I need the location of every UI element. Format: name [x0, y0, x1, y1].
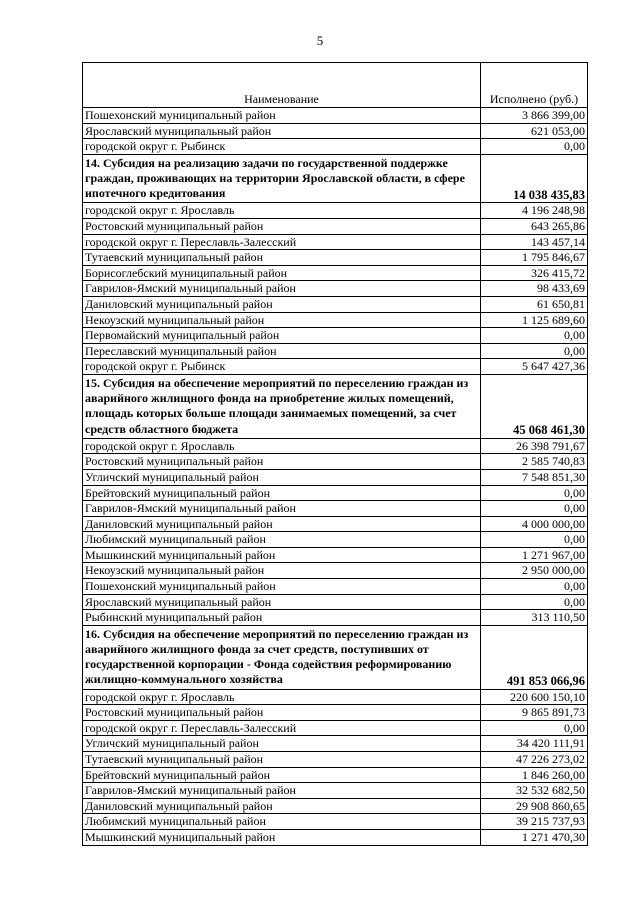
row-value: 2 585 740,83: [481, 454, 588, 470]
budget-table: [82, 62, 588, 846]
header-name: Наименование: [83, 63, 481, 108]
row-value: 1 271 967,00: [481, 547, 588, 563]
row-value: 4 000 000,00: [481, 516, 588, 532]
section-total: 491 853 066,96: [481, 625, 588, 689]
row-name: Пошехонский муниципальный район: [83, 108, 481, 124]
row-value: 0,00: [481, 485, 588, 501]
row-value: 39 215 737,93: [481, 814, 588, 830]
table-row: [83, 234, 588, 250]
header-value: Исполнено (руб.): [481, 63, 588, 108]
row-value: 0,00: [481, 532, 588, 548]
table-row: [83, 689, 588, 705]
table-row: [83, 139, 588, 155]
row-name: Ярославский муниципальный район: [83, 123, 481, 139]
row-value: 1 795 846,67: [481, 250, 588, 266]
row-value: 7 548 851,30: [481, 469, 588, 485]
section-total: 45 068 461,30: [481, 374, 588, 438]
row-name: городской округ г. Переславль-Залесский: [83, 234, 481, 250]
row-value: 0,00: [481, 594, 588, 610]
table-row: [83, 610, 588, 626]
row-name: Ярославский муниципальный район: [83, 594, 481, 610]
table-row: [83, 814, 588, 830]
row-value: 0,00: [481, 501, 588, 517]
table-row: [83, 720, 588, 736]
row-value: 0,00: [481, 139, 588, 155]
table-row: [83, 108, 588, 124]
row-name: Ростовский муниципальный район: [83, 454, 481, 470]
section-total: 14 038 435,83: [481, 154, 588, 203]
row-name: Любимский муниципальный район: [83, 532, 481, 548]
section-title: 15. Субсидия на обеспечение мероприятий по переселению граждан из аварийного жилищного фонда на приобретение жилых помещений, площадь которых больше площади занимаемых помещений, за счет средств областного бюджета: [83, 374, 481, 438]
row-value: 29 908 860,65: [481, 798, 588, 814]
row-name: Даниловский муниципальный район: [83, 798, 481, 814]
row-name: городской округ г. Переславль-Залесский: [83, 720, 481, 736]
table-header-row: [83, 63, 588, 108]
table-row: [83, 798, 588, 814]
row-value: 220 600 150,10: [481, 689, 588, 705]
table-row: [83, 516, 588, 532]
row-value: 621 053,00: [481, 123, 588, 139]
table-row: [83, 281, 588, 297]
section-row: [83, 374, 588, 438]
row-name: Переславский муниципальный район: [83, 343, 481, 359]
row-value: 4 196 248,98: [481, 203, 588, 219]
row-name: Гаврилов-Ямский муниципальный район: [83, 501, 481, 517]
row-name: Первомайский муниципальный район: [83, 328, 481, 344]
row-name: Ростовский муниципальный район: [83, 705, 481, 721]
row-name: Даниловский муниципальный район: [83, 516, 481, 532]
row-name: городской округ г. Ярославль: [83, 203, 481, 219]
row-value: 313 110,50: [481, 610, 588, 626]
row-name: Борисоглебский муниципальный район: [83, 265, 481, 281]
row-value: 47 226 273,02: [481, 752, 588, 768]
row-value: 0,00: [481, 579, 588, 595]
table-body: [83, 108, 588, 846]
row-name: Тутаевский муниципальный район: [83, 250, 481, 266]
row-name: Брейтовский муниципальный район: [83, 485, 481, 501]
table-row: [83, 532, 588, 548]
table-row: [83, 783, 588, 799]
row-name: городской округ г. Ярославль: [83, 438, 481, 454]
row-value: 1 125 689,60: [481, 312, 588, 328]
table-row: [83, 343, 588, 359]
section-title: 16. Субсидия на обеспечение мероприятий по переселению граждан из аварийного жилищного фонда за счет средств, поступивших от государственной корпорации - Фонда содействия реформированию жилищно-коммунального хозяйства: [83, 625, 481, 689]
table-row: [83, 438, 588, 454]
row-value: 143 457,14: [481, 234, 588, 250]
table-row: [83, 485, 588, 501]
row-name: Брейтовский муниципальный район: [83, 767, 481, 783]
row-value: 9 865 891,73: [481, 705, 588, 721]
table-row: [83, 767, 588, 783]
table-row: [83, 705, 588, 721]
table-row: [83, 312, 588, 328]
table-row: [83, 359, 588, 375]
section-title: 14. Субсидия на реализацию задачи по государственной поддержке граждан, проживающих на территории Ярославской области, в сфере ипотечного кредитования: [83, 154, 481, 203]
section-row: [83, 154, 588, 203]
row-value: 26 398 791,67: [481, 438, 588, 454]
row-value: 98 433,69: [481, 281, 588, 297]
row-name: Рыбинский муниципальный район: [83, 610, 481, 626]
row-name: Гаврилов-Ямский муниципальный район: [83, 281, 481, 297]
row-value: 0,00: [481, 343, 588, 359]
row-value: 34 420 111,91: [481, 736, 588, 752]
row-name: Пошехонский муниципальный район: [83, 579, 481, 595]
row-name: Даниловский муниципальный район: [83, 296, 481, 312]
row-name: Угличский муниципальный район: [83, 736, 481, 752]
row-name: городской округ г. Ярославль: [83, 689, 481, 705]
row-name: Мышкинский муниципальный район: [83, 547, 481, 563]
row-name: Ростовский муниципальный район: [83, 218, 481, 234]
row-value: 0,00: [481, 720, 588, 736]
row-value: 1 271 470,30: [481, 830, 588, 846]
table-row: [83, 296, 588, 312]
row-name: Угличский муниципальный район: [83, 469, 481, 485]
table-row: [83, 250, 588, 266]
row-name: городской округ г. Рыбинск: [83, 359, 481, 375]
row-name: Тутаевский муниципальный район: [83, 752, 481, 768]
table-row: [83, 203, 588, 219]
table-row: [83, 547, 588, 563]
table-row: [83, 579, 588, 595]
row-value: 5 647 427,36: [481, 359, 588, 375]
table-row: [83, 328, 588, 344]
table-row: [83, 736, 588, 752]
row-name: Гаврилов-Ямский муниципальный район: [83, 783, 481, 799]
table-row: [83, 454, 588, 470]
row-name: Мышкинский муниципальный район: [83, 830, 481, 846]
row-name: Некоузский муниципальный район: [83, 312, 481, 328]
page-number: 5: [316, 33, 324, 48]
table-row: [83, 563, 588, 579]
row-value: 326 415,72: [481, 265, 588, 281]
table-row: [83, 752, 588, 768]
row-value: 643 265,86: [481, 218, 588, 234]
row-name: Некоузский муниципальный район: [83, 563, 481, 579]
table-row: [83, 123, 588, 139]
row-value: 61 650,81: [481, 296, 588, 312]
section-row: [83, 625, 588, 689]
table-row: [83, 218, 588, 234]
row-value: 32 532 682,50: [481, 783, 588, 799]
table-row: [83, 501, 588, 517]
table-row: [83, 830, 588, 846]
row-value: 0,00: [481, 328, 588, 344]
row-name: Любимский муниципальный район: [83, 814, 481, 830]
table-row: [83, 469, 588, 485]
row-name: городской округ г. Рыбинск: [83, 139, 481, 155]
table-row: [83, 265, 588, 281]
row-value: 1 846 260,00: [481, 767, 588, 783]
table-row: [83, 594, 588, 610]
row-value: 2 950 000,00: [481, 563, 588, 579]
row-value: 3 866 399,00: [481, 108, 588, 124]
